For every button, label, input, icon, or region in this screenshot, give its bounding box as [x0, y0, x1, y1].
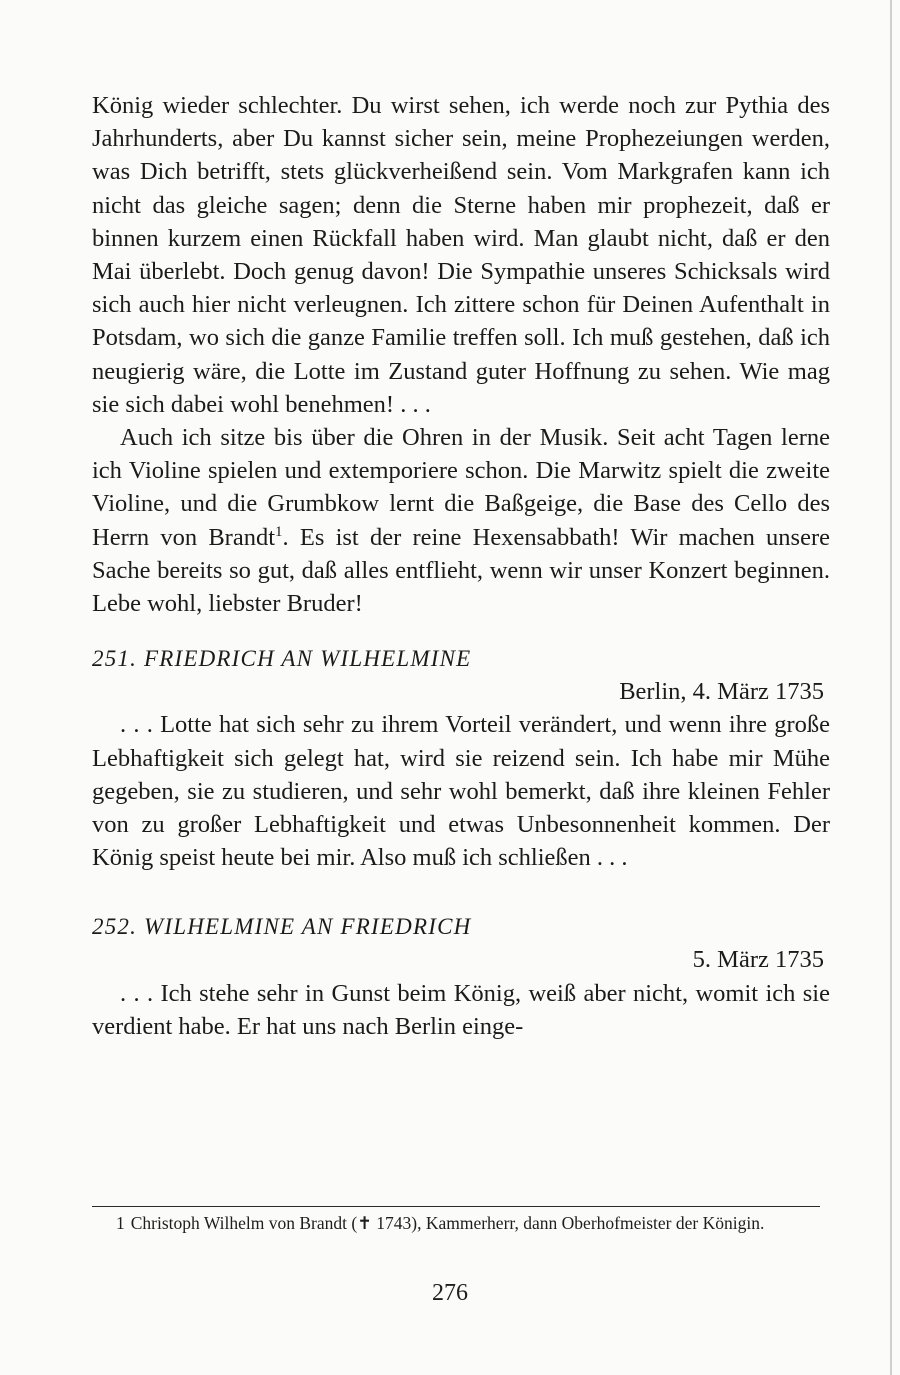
letter-252-text: . . . Ich stehe sehr in Gunst beim König, weiß aber nicht, womit ich sie verdient habe. Er hat uns nach Berlin einge- [92, 979, 830, 1040]
letter-251-text: . . . Lotte hat sich sehr zu ihrem Vorteil verändert, und wenn ihre große Lebhaftigkeit sich gelegt hat, wird sie reizend sein. Ich habe mir Mühe gegeben, sie zu studieren, und sehr wohl bemerkt, daß ihre kleinen Fehler von zu großer Lebhaftigkeit und etwas Unbesonnenheit kommen. Der König speist heute bei mir. Also muß ich schließen . . . [92, 711, 830, 872]
footnote-mark: 1 [116, 1213, 125, 1233]
section-gap [92, 874, 830, 888]
page-edge-shadow [890, 0, 892, 1375]
footnote-reference: 1 [275, 523, 283, 540]
footnote-divider [92, 1206, 820, 1207]
letter-252-heading: 252. WILHELMINE AN FRIEDRICH [92, 914, 472, 940]
letter-251-heading: 251. FRIEDRICH AN WILHELMINE [92, 646, 472, 672]
paragraph-music [92, 421, 830, 620]
main-text [92, 89, 830, 1043]
letter-251-date: Berlin, 4. März 1735 [619, 678, 824, 706]
page-number: 276 [432, 1280, 468, 1306]
paragraph-music-text-end: . Es ist der reine Hexensabbath! Wir machen unsere Sache bereits so gut, daß alles entflieht, wenn wir unser Konzert beginnen. Lebe wohl, liebster Bruder! [92, 523, 831, 618]
paragraph-music-text-start: Auch ich sitze bis über die Ohren in der Musik. Seit acht Tagen lerne ich Violine spielen und extemporiere schon. Die Marwitz spielt die zweite Violine, und die Grumbkow lernt die Baßgeige, die Base des Cello des Herrn von Brandt [92, 424, 830, 551]
letter-252-date: 5. März 1735 [692, 946, 824, 974]
footnote-text: Christoph Wilhelm von Brandt (✝ 1743), Kammerherr, dann Oberhofmeister der Königin. [130, 1213, 765, 1233]
footnote [92, 1210, 820, 1236]
paragraph-continued: König wieder schlechter. Du wirst sehen, ich werde noch zur Pythia des Jahrhunderts, aber Du kannst sicher sein, meine Prophezeiungen werden, was Dich betrifft, stets glückverheißend sein. Vom Markgrafen kann ich nicht das gleiche sagen; denn die Sterne haben mir prophezeit, daß er binnen kurzem einen Rückfall haben wird. Man glaubt nicht, daß er den Mai überlebt. Doch genug davon! Die Sympathie unseres Schicksals wird sich auch hier nicht verleugnen. Ich zittere schon für Deinen Aufenthalt in Potsdam, wo sich die ganze Familie treffen soll. Ich muß gestehen, daß ich neugierig wäre, die Lotte im Zustand guter Hoffnung zu sehen. Wie mag sie sich dabei wohl benehmen! . . . [92, 92, 830, 418]
